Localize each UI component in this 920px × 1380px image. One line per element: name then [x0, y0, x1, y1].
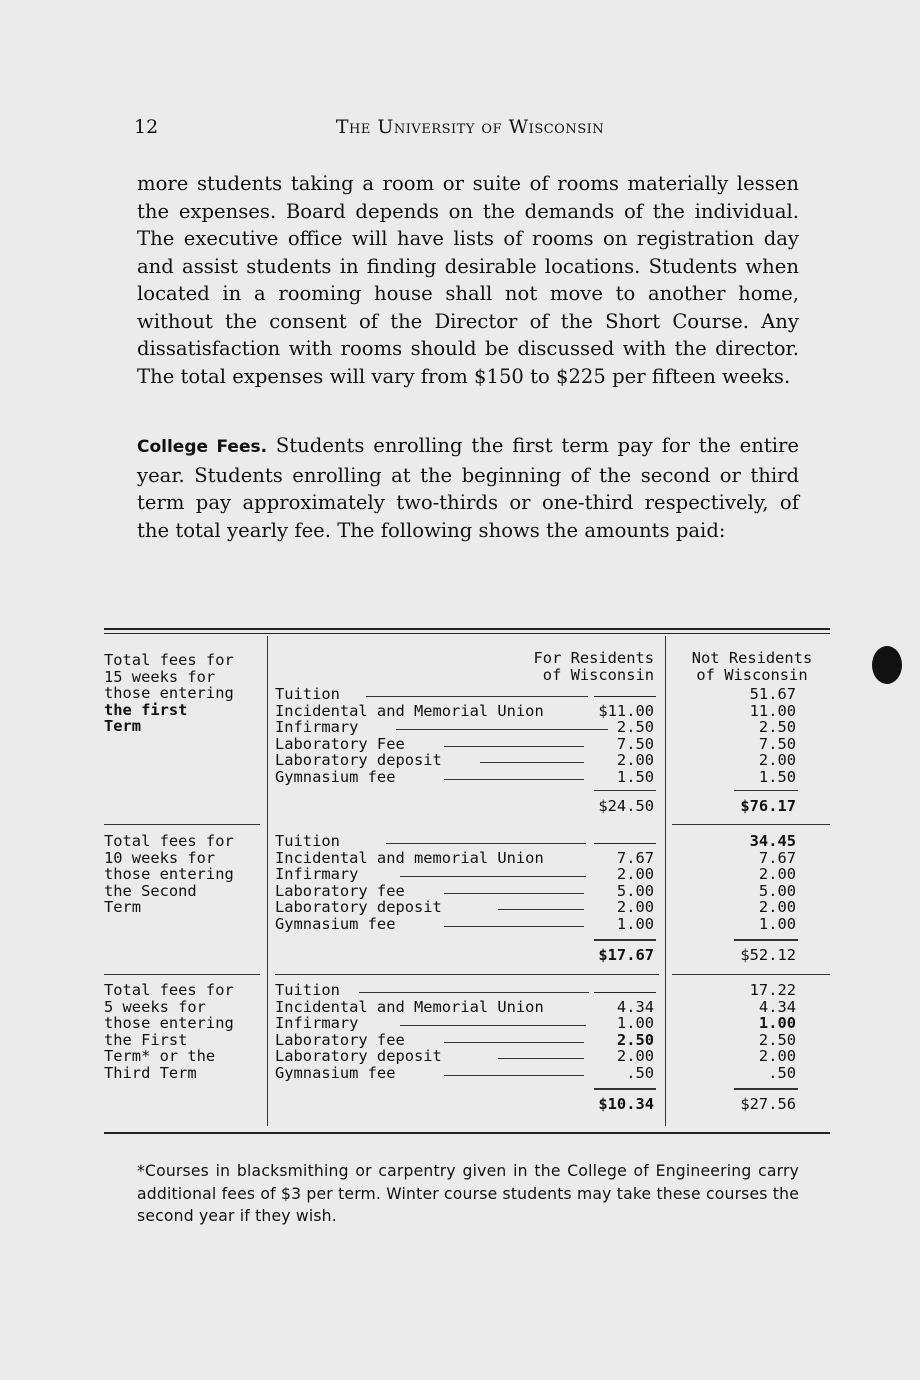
section-label-line: Term	[104, 717, 142, 735]
fee-item: Infirmary	[275, 865, 359, 883]
empty-value-dash	[594, 843, 656, 844]
table-bottom-rule	[104, 1132, 830, 1134]
section-label-line: 10 weeks for	[104, 848, 216, 867]
section-label-line: the first	[104, 700, 188, 719]
fee-value-resident: 4.34	[616, 997, 654, 1016]
fee-value-nonresident: .50	[768, 1063, 796, 1082]
fee-item: Tuition	[275, 832, 340, 850]
fee-item: Laboratory fee	[275, 1030, 405, 1049]
fee-value-resident: 1.00	[616, 914, 654, 933]
leader-dashes	[400, 876, 586, 877]
residents-header-line1: For Residents	[533, 649, 654, 667]
sum-rule	[594, 939, 656, 941]
section-label-line: those entering	[104, 865, 234, 883]
college-fees-heading: College Fees.	[137, 437, 268, 457]
column-divider-right	[665, 636, 666, 1126]
sum-rule	[734, 1088, 798, 1090]
section-label-line: the Second	[104, 881, 197, 900]
fee-value-resident: 1.50	[616, 767, 654, 786]
leader-dashes	[444, 1042, 584, 1043]
table-top-rule-thin	[104, 633, 830, 634]
fee-value-nonresident: 2.00	[758, 1047, 796, 1065]
leader-dashes	[498, 1058, 584, 1059]
fee-value-nonresident: 7.50	[758, 734, 796, 753]
fee-item: Laboratory Fee	[275, 734, 405, 753]
leader-dashes	[444, 926, 584, 927]
fee-value-nonresident: 1.50	[758, 767, 796, 786]
leader-dashes	[396, 729, 608, 730]
section-label-line: those entering	[104, 1014, 234, 1032]
fee-value-nonresident: 17.22	[749, 981, 796, 999]
section-label-line: Total fees for	[104, 832, 234, 850]
section-label-line: those entering	[104, 684, 234, 702]
fee-item: Infirmary	[275, 718, 359, 736]
leader-dashes	[386, 843, 586, 844]
residents-header-line2: of Wisconsin	[542, 666, 654, 684]
section-divider-2-mid	[275, 974, 659, 975]
total-nonresident: $27.56	[740, 1095, 796, 1113]
nonresidents-column-header	[672, 650, 832, 684]
fee-value-nonresident: 51.67	[749, 685, 796, 703]
fee-value-resident: 7.67	[616, 848, 654, 867]
fee-item: Tuition	[275, 685, 340, 703]
leader-dashes	[480, 762, 584, 763]
section-divider-2-left	[104, 974, 260, 975]
section-label-line: Term	[104, 898, 142, 916]
fee-item: Tuition	[275, 981, 340, 999]
leader-dashes	[359, 992, 589, 993]
fee-value-resident: 2.00	[616, 898, 654, 916]
sum-rule	[594, 1088, 656, 1090]
section-divider-1-right	[672, 824, 830, 825]
column-divider-left	[267, 636, 268, 1126]
fee-item: Laboratory deposit	[275, 751, 442, 769]
fee-value-nonresident: 4.34	[758, 997, 796, 1016]
leader-dashes	[498, 909, 584, 910]
fee-item: Gymnasium fee	[275, 1063, 396, 1082]
section-label	[104, 652, 262, 735]
section-label	[104, 982, 262, 1081]
fee-item: Laboratory fee	[275, 881, 405, 900]
fee-value-resident: 7.50	[616, 734, 654, 753]
fee-value-nonresident: 7.67	[758, 848, 796, 867]
fee-value-resident: $11.00	[598, 701, 654, 720]
fee-item: Incidental and memorial Union	[275, 848, 544, 867]
total-resident: $10.34	[598, 1095, 654, 1113]
fee-value-resident: 2.50	[616, 718, 654, 736]
leader-dashes	[444, 893, 584, 894]
running-title: The University of Wisconsin	[335, 116, 605, 138]
fee-value-nonresident: 5.00	[758, 881, 796, 900]
fee-value-resident: .50	[626, 1063, 654, 1082]
fee-value-nonresident: 2.00	[758, 898, 796, 916]
binding-hole	[872, 646, 902, 684]
fee-value-nonresident: 2.50	[758, 1030, 796, 1049]
footnote: *Courses in blacksmithing or carpentry given in the College of Engineering carry additional fees of $3 per term. Winter course students may take these courses the second year if they wish.	[137, 1162, 799, 1225]
fee-value-resident: 1.00	[616, 1014, 654, 1032]
table-top-rule-thick	[104, 628, 830, 630]
section-label-line: 5 weeks for	[104, 997, 206, 1016]
total-resident: $24.50	[598, 797, 654, 815]
total-nonresident: $76.17	[740, 797, 796, 815]
fee-value-nonresident: 34.45	[749, 832, 796, 850]
section-label-line: Term* or the	[104, 1047, 216, 1065]
college-fees-text: Students enrolling the first term pay for the entire year. Students enrolling at the beginning of the second or third term pay approximately two-thirds or one-third respectively, of the total yearly fee. The following shows the amounts paid:	[137, 434, 799, 542]
fee-value-resident: 2.00	[616, 751, 654, 769]
fee-item: Gymnasium fee	[275, 914, 396, 933]
total-nonresident: $52.12	[740, 946, 796, 964]
fee-value-nonresident: 1.00	[758, 914, 796, 933]
empty-value-dash	[594, 992, 656, 993]
fee-value-nonresident: 11.00	[749, 701, 796, 720]
fee-item: Laboratory deposit	[275, 898, 442, 916]
page-header	[0, 116, 920, 142]
fee-value-nonresident: 2.00	[758, 751, 796, 769]
fee-item: Incidental and Memorial Union	[275, 997, 544, 1016]
fee-value-resident: 2.00	[616, 1047, 654, 1065]
section-label	[104, 833, 262, 916]
fee-item: Infirmary	[275, 1014, 359, 1032]
fee-value-resident: 2.00	[616, 865, 654, 883]
section-divider-1-left	[104, 824, 260, 825]
fee-value-nonresident: 2.00	[758, 865, 796, 883]
paragraph-college-fees	[137, 432, 799, 544]
total-resident: $17.67	[598, 946, 654, 964]
sum-rule	[734, 790, 798, 791]
fee-value-nonresident: 1.00	[758, 1014, 796, 1032]
fee-item: Laboratory deposit	[275, 1047, 442, 1065]
section-divider-2-right	[672, 974, 830, 975]
leader-dashes	[444, 779, 584, 780]
sum-rule	[734, 939, 798, 941]
empty-value-dash	[594, 696, 656, 697]
leader-dashes	[400, 1025, 586, 1026]
nonresidents-header-line1: Not Residents	[691, 649, 813, 667]
leader-dashes	[366, 696, 588, 697]
fee-value-resident: 2.50	[616, 1030, 654, 1049]
leader-dashes	[444, 746, 584, 747]
fee-item: Gymnasium fee	[275, 767, 396, 786]
fee-value-resident: 5.00	[616, 881, 654, 900]
section-label-line: the First	[104, 1030, 188, 1049]
paragraph-rooms: more students taking a room or suite of rooms materially lessen the expenses. Board depends on the demands of the individual. The executive office will have lists of rooms on registration day and assist students in finding desirable locations. Students when located in a rooming house shall not move to another home, without the consent of the Director of the Short Course. Any dissatisfaction with rooms should be discussed with the director. The total expenses will vary from $150 to $225 per fifteen weeks.	[137, 172, 799, 388]
section-label-line: 15 weeks for	[104, 667, 216, 686]
fee-table	[104, 628, 830, 1134]
page-number: 12	[134, 116, 159, 138]
nonresidents-header-line2: of Wisconsin	[696, 666, 808, 684]
section-label-line: Total fees for	[104, 981, 234, 999]
sum-rule	[594, 790, 656, 791]
section-label-line: Total fees for	[104, 651, 234, 669]
section-label-line: Third Term	[104, 1063, 197, 1082]
residents-column-header	[504, 650, 654, 684]
fee-item: Incidental and Memorial Union	[275, 701, 544, 720]
fee-value-nonresident: 2.50	[758, 718, 796, 736]
leader-dashes	[444, 1075, 584, 1076]
